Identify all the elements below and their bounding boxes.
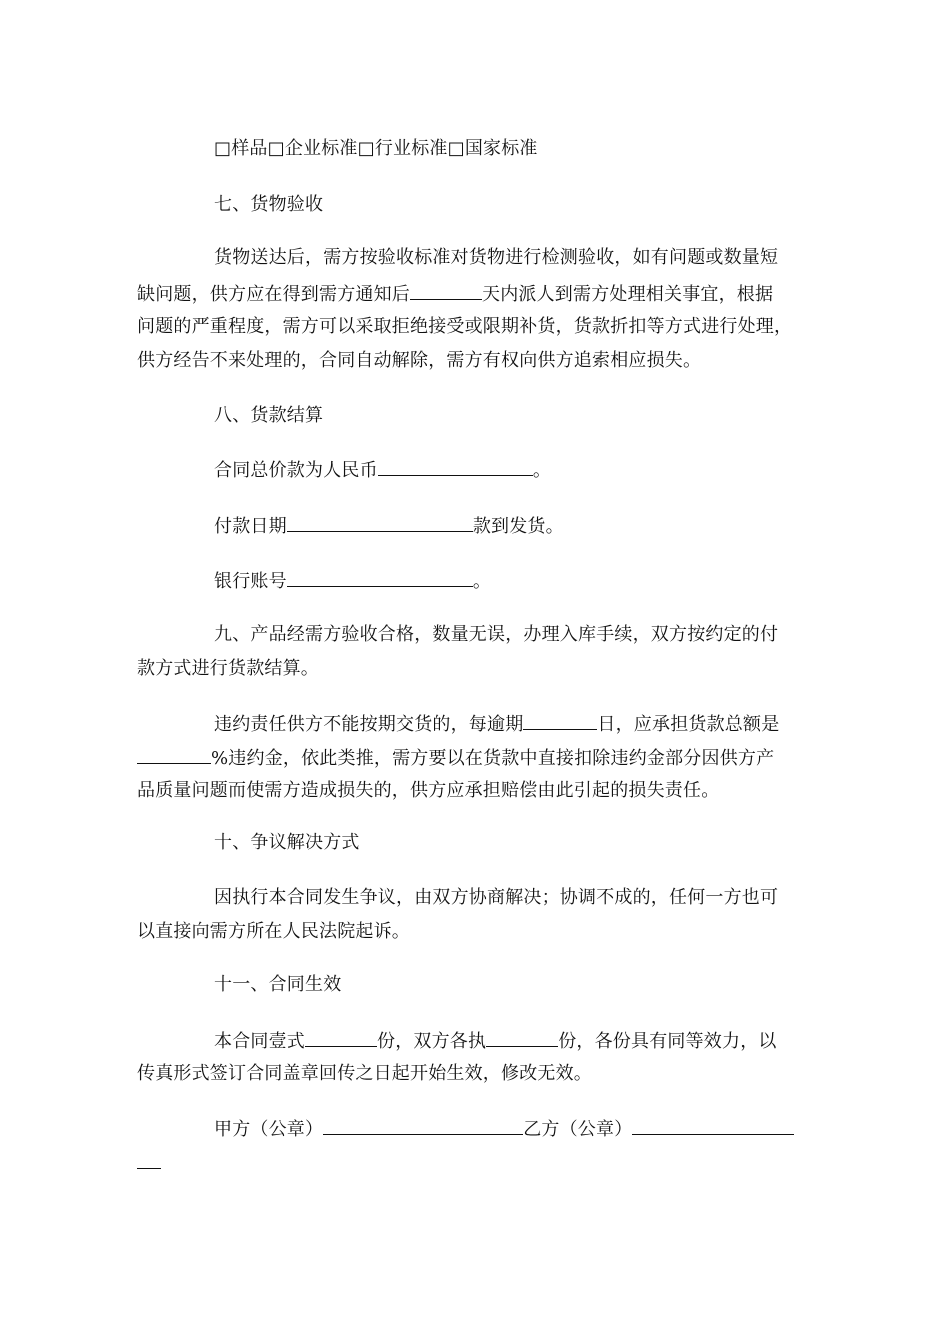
penalty-percent-blank[interactable] [137,741,211,764]
inspection-days-blank[interactable] [410,277,482,300]
section-8-title: 八、货款结算 [214,405,324,426]
total-price-label: 合同总价款为人民币 [214,460,378,481]
payment-date-suffix: 款到发货。 [472,516,564,537]
party-a-seal-blank[interactable] [323,1112,523,1135]
party-a-label: 甲方（公章） [214,1119,324,1140]
section-11-line-1-text-b: 份，双方各执 [377,1031,487,1052]
total-price-suffix: 。 [532,460,552,481]
standard-options [214,133,538,165]
standard-options-text: □样品□企业标准□行业标准□国家标准 [214,138,538,159]
section-7-line-1: 货物送达后，需方按验收标准对货物进行检测验收，如有问题或数量短 [214,247,779,268]
payment-date-blank[interactable] [287,509,473,532]
section-7-title: 七、货物验收 [214,194,324,215]
section-7-line-4: 供方经告不来处理的，合同自动解除，需方有权向供方追索相应损失。 [137,350,702,371]
section-9-line-1: 九、产品经需方验收合格，数量无误，办理入库手续，双方按约定的付 [214,624,779,645]
signature-line [214,1112,794,1146]
bank-account-suffix: 。 [472,571,492,592]
party-b-seal-blank-continued[interactable] [137,1146,161,1169]
party-b-label: 乙方（公章） [523,1119,633,1140]
copies-total-blank[interactable] [305,1024,377,1047]
bank-account-blank[interactable] [287,564,473,587]
bank-account-line [214,564,491,598]
section-9-line-2: 款方式进行货款结算。 [137,658,319,679]
liability-line-1-text-b: 日，应承担货款总额是 [597,714,780,735]
liability-line-2 [137,741,774,775]
section-11-title: 十一、合同生效 [214,974,342,995]
total-price-line [214,453,551,487]
section-7-line-2 [137,277,773,311]
section-7-line-3: 问题的严重程度，需方可以采取拒绝接受或限期补货，货款折扣等方式进行处理， [137,316,793,337]
liability-line-2-text: %违约金，依此类推，需方要以在货款中直接扣除违约金部分因供方产 [211,748,775,769]
bank-account-label: 银行账号 [214,571,287,592]
section-11-line-1-text-c: 份，各份具有同等效力，以 [558,1031,777,1052]
overdue-days-blank[interactable] [523,707,597,730]
party-b-seal-blank[interactable] [632,1112,794,1135]
section-11-line-1-text-a: 本合同壹式 [214,1031,305,1052]
payment-date-label: 付款日期 [214,516,287,537]
liability-line-1-text-a: 违约责任供方不能按期交货的，每逾期 [214,714,524,735]
section-10-line-2: 以直接向需方所在人民法院起诉。 [137,921,410,942]
copies-each-blank[interactable] [486,1024,558,1047]
section-11-line-1 [214,1024,777,1058]
signature-line-continuation [137,1146,161,1180]
liability-line-1 [214,707,779,741]
section-10-line-1: 因执行本合同发生争议，由双方协商解决；协调不成的，任何一方也可 [214,887,779,908]
section-7-line-2-text-a: 缺问题，供方应在得到需方通知后 [137,284,410,305]
section-10-title: 十、争议解决方式 [214,832,360,853]
section-11-line-2: 传真形式签订合同盖章回传之日起开始生效，修改无效。 [137,1063,592,1084]
liability-line-3: 品质量问题而使需方造成损失的，供方应承担赔偿由此引起的损失责任。 [137,780,720,801]
section-7-line-2-text-b: 天内派人到需方处理相关事宜，根据 [482,284,774,305]
total-price-blank[interactable] [378,453,533,476]
payment-date-line [214,509,564,543]
